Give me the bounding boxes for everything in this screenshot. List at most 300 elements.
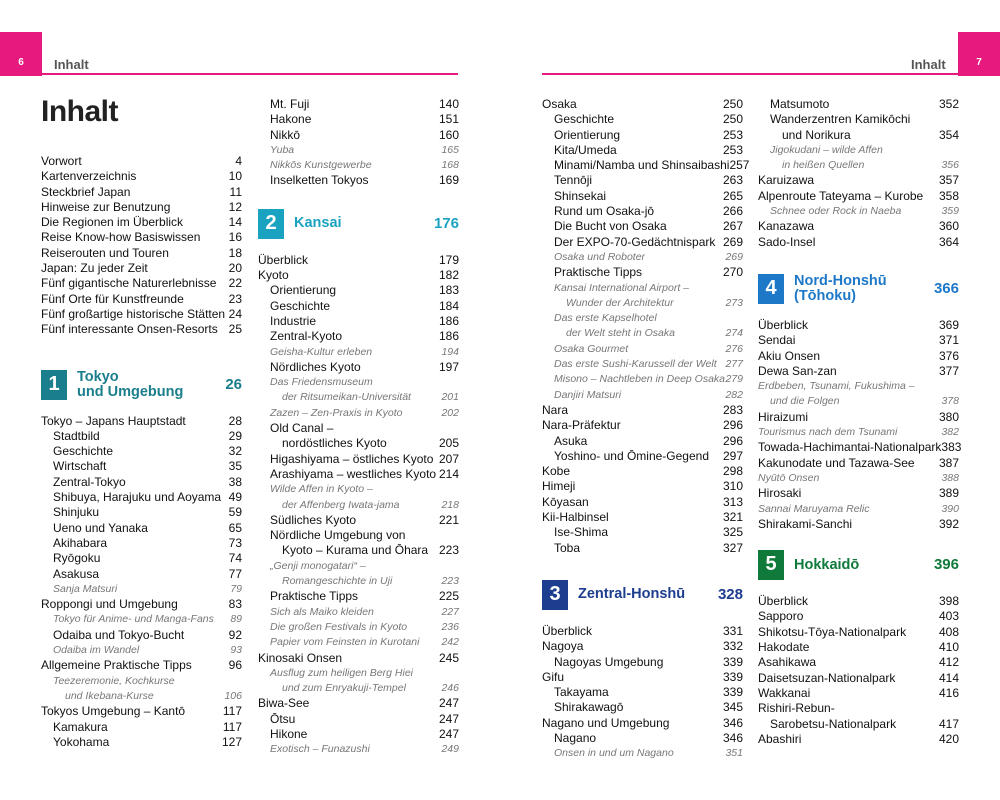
toc-entry-title: Zazen – Zen-Praxis in Kyoto: [270, 406, 403, 419]
toc-entry-title: Orientierung: [554, 127, 621, 142]
toc-entry-title: Sannai Maruyama Relic: [758, 502, 870, 515]
toc-entry-title: Überblick: [758, 317, 809, 332]
toc-entry-title: Südliches Kyoto: [270, 512, 357, 527]
toc-entry-page: 345: [722, 700, 743, 715]
toc-entry[interactable]: [258, 436, 459, 451]
toc-entry[interactable]: [258, 605, 459, 620]
toc-entry[interactable]: [758, 318, 959, 333]
toc-entry[interactable]: [41, 444, 242, 459]
toc-entry[interactable]: [542, 158, 750, 173]
toc-entry-page: 25: [228, 322, 242, 337]
toc-entry[interactable]: [258, 390, 459, 405]
toc-entry[interactable]: [542, 700, 743, 715]
toc-entry[interactable]: [258, 666, 459, 681]
toc-entry[interactable]: [41, 414, 242, 429]
toc-entry[interactable]: [542, 357, 743, 372]
toc-entry-page: 38: [228, 474, 242, 489]
toc-entry[interactable]: [758, 204, 959, 219]
toc-entry-title: Osaka und Roboter: [554, 250, 646, 263]
toc-entry-title: Romangeschichte in Uji: [282, 575, 393, 588]
toc-entry[interactable]: [41, 689, 242, 704]
toc-entry-page: 351: [725, 747, 743, 760]
toc-entry[interactable]: [258, 482, 459, 497]
toc-entry-page: 169: [438, 173, 459, 188]
toc-entry-title: Yoshino- und Ōmine-Gegend: [554, 448, 709, 463]
toc-entry-page: 359: [941, 205, 959, 218]
toc-entry-title: Old Canal –: [270, 421, 334, 436]
toc-entry[interactable]: [542, 464, 743, 479]
toc-entry[interactable]: [41, 475, 242, 490]
toc-entry-title: Das erste Kapselhotel: [554, 312, 657, 325]
chapter-2-continued-list: [542, 97, 750, 556]
toc-entry[interactable]: [258, 158, 459, 173]
toc-entry[interactable]: [258, 299, 459, 314]
toc-entry[interactable]: [258, 345, 459, 360]
toc-entry-page: 270: [722, 265, 743, 280]
toc-entry-page: 74: [228, 551, 242, 566]
toc-entry[interactable]: [758, 655, 959, 670]
toc-entry-title: Nikkō: [270, 127, 301, 142]
toc-entry-page: 250: [722, 97, 743, 111]
chapter-4-heading[interactable]: [758, 274, 959, 304]
toc-entry-page: 357: [938, 173, 959, 188]
chapter-1-heading[interactable]: [41, 370, 242, 400]
toc-entry[interactable]: [758, 364, 959, 379]
toc-entry[interactable]: [758, 349, 959, 364]
toc-entry-title: Wakkanai: [758, 685, 811, 700]
toc-entry-page: 89: [230, 613, 242, 626]
toc-entry[interactable]: [758, 701, 959, 716]
toc-entry[interactable]: [758, 173, 959, 188]
toc-entry[interactable]: [758, 143, 959, 158]
toc-entry-page: 183: [438, 283, 459, 298]
toc-entry[interactable]: [758, 128, 959, 143]
toc-entry[interactable]: [258, 574, 459, 589]
toc-entry[interactable]: [258, 651, 459, 666]
toc-entry[interactable]: [542, 204, 743, 219]
toc-entry[interactable]: [542, 685, 743, 700]
toc-entry[interactable]: [542, 342, 743, 357]
toc-entry-title: Shirakawagō: [554, 700, 624, 715]
toc-entry-page: 247: [438, 696, 459, 711]
toc-entry[interactable]: [41, 551, 242, 566]
toc-entry[interactable]: [41, 292, 242, 307]
toc-entry-page: 223: [441, 575, 459, 588]
toc-entry[interactable]: [542, 326, 743, 341]
toc-entry[interactable]: [258, 543, 459, 558]
toc-entry[interactable]: [542, 746, 743, 761]
toc-entry[interactable]: [542, 731, 743, 746]
toc-entry-title: Industrie: [270, 313, 317, 328]
toc-entry-page: 297: [722, 448, 743, 463]
toc-entry[interactable]: [542, 525, 743, 540]
toc-entry-title: Sapporo: [758, 609, 804, 624]
toc-entry[interactable]: [542, 128, 743, 143]
toc-entry-page: 283: [722, 402, 743, 417]
toc-entry-page: 356: [941, 159, 959, 172]
toc-entry[interactable]: [41, 628, 242, 643]
toc-entry[interactable]: [758, 97, 959, 112]
toc-entry[interactable]: [542, 311, 743, 326]
toc-entry[interactable]: [542, 219, 743, 234]
toc-entry[interactable]: [41, 597, 242, 612]
toc-entry[interactable]: [258, 128, 459, 143]
toc-entry[interactable]: [41, 429, 242, 444]
toc-entry-title: Jigokudani – wilde Affen: [770, 143, 883, 156]
toc-entry-title: Himeji: [542, 479, 576, 494]
toc-entry-title: Das erste Sushi-Karussell der Welt: [554, 358, 717, 371]
toc-entry-page: 263: [722, 173, 743, 188]
toc-entry[interactable]: [258, 528, 459, 543]
toc-entry-title: und zum Enryakuji-Tempel: [282, 682, 406, 695]
toc-entry-title: Steckbrief Japan: [41, 184, 131, 199]
chapter-2-heading[interactable]: [258, 209, 459, 239]
toc-entry[interactable]: [758, 456, 959, 471]
toc-entry[interactable]: [758, 235, 959, 250]
toc-entry-title: Shikotsu-Tōya-Nationalpark: [758, 624, 907, 639]
toc-entry-page: 392: [938, 516, 959, 531]
toc-entry-page: 339: [722, 685, 743, 700]
toc-entry[interactable]: [258, 268, 459, 283]
toc-entry-page: 65: [228, 520, 242, 535]
toc-entry[interactable]: [258, 452, 459, 467]
toc-entry-title: Stadtbild: [53, 428, 100, 443]
toc-entry-page: 117: [222, 719, 242, 734]
toc-entry-page: 327: [722, 540, 743, 555]
toc-entry[interactable]: [41, 154, 242, 169]
toc-entry-page: 117: [222, 704, 242, 719]
toc-entry[interactable]: [258, 498, 459, 513]
toc-entry[interactable]: [41, 521, 242, 536]
toc-entry[interactable]: [542, 97, 743, 112]
toc-entry[interactable]: [758, 671, 959, 686]
chapter-5-heading[interactable]: [758, 550, 959, 580]
toc-entry-page: 390: [941, 502, 959, 515]
toc-entry[interactable]: [41, 200, 242, 215]
toc-entry-page: 227: [441, 605, 459, 618]
toc-entry[interactable]: [41, 169, 242, 184]
toc-entry[interactable]: [41, 230, 242, 245]
toc-entry[interactable]: [758, 517, 959, 532]
toc-entry[interactable]: [542, 250, 743, 265]
toc-entry-page: 73: [228, 535, 242, 550]
toc-entry[interactable]: [542, 670, 743, 685]
toc-entry[interactable]: [758, 594, 959, 609]
toc-entry[interactable]: [41, 567, 242, 582]
toc-entry[interactable]: [258, 589, 459, 604]
toc-entry[interactable]: [258, 329, 459, 344]
toc-entry-page: 382: [941, 426, 959, 439]
toc-entry-page: 236: [441, 620, 459, 633]
toc-entry-title: „Genji monogatari“ –: [270, 559, 366, 572]
toc-entry-title: Shinjuku: [53, 505, 100, 520]
chapter-5-list: [758, 594, 959, 747]
toc-entry[interactable]: [758, 410, 959, 425]
toc-entry-title: Biwa-See: [258, 696, 310, 711]
toc-entry-title: Minami/Namba und Shinsaibashi: [554, 158, 730, 173]
toc-entry[interactable]: [258, 727, 459, 742]
toc-entry[interactable]: [41, 658, 242, 673]
toc-entry-page: 225: [438, 589, 459, 604]
toc-entry[interactable]: [41, 735, 242, 750]
toc-entry-page: 266: [722, 204, 743, 219]
toc-entry[interactable]: [258, 143, 459, 158]
toc-entry-page: 383: [941, 440, 962, 455]
toc-entry-title: Abashiri: [758, 731, 802, 746]
toc-entry-page: 205: [438, 436, 459, 451]
toc-entry[interactable]: [41, 612, 242, 627]
toc-entry-title: Towada-Hachimantai-Nationalpark: [758, 440, 942, 455]
toc-entry[interactable]: [258, 681, 459, 696]
toc-entry[interactable]: [41, 582, 242, 597]
toc-entry-page: 269: [722, 234, 743, 249]
chapter-number-box: 1: [41, 370, 67, 400]
toc-entry-title: Kii-Halbinsel: [542, 510, 609, 525]
toc-entry-title: Geschichte: [554, 112, 615, 127]
toc-entry[interactable]: [758, 640, 959, 655]
toc-entry-title: Japan: Zu jeder Zeit: [41, 261, 148, 276]
toc-entry[interactable]: [258, 97, 459, 112]
toc-entry-page: 358: [938, 188, 959, 203]
toc-entry[interactable]: [258, 559, 459, 574]
toc-entry[interactable]: [258, 360, 459, 375]
chapter-number-box: 3: [542, 580, 568, 610]
toc-entry[interactable]: [258, 696, 459, 711]
toc-column-2: [258, 97, 459, 758]
toc-entry[interactable]: [542, 541, 743, 556]
toc-entry-title: Nagano und Umgebung: [542, 715, 670, 730]
chapter-3-list: [542, 624, 743, 762]
toc-entry-page: 223: [438, 543, 459, 558]
toc-entry[interactable]: [258, 283, 459, 298]
toc-entry[interactable]: [542, 235, 743, 250]
toc-entry[interactable]: [41, 674, 242, 689]
toc-entry-title: Überblick: [258, 252, 309, 267]
toc-entry-page: 269: [725, 250, 743, 263]
toc-entry-title: Geschichte: [53, 444, 114, 459]
chapter-1-continued-list: [258, 97, 459, 189]
chapter-title: Zentral-Honshū: [578, 586, 686, 603]
toc-entry[interactable]: [258, 635, 459, 650]
chapter-title: Hokkaidō: [794, 556, 860, 573]
toc-entry[interactable]: [542, 479, 743, 494]
toc-entry-title: Kartenverzeichnis: [41, 169, 137, 184]
toc-entry-title: Zentral-Kyoto: [270, 329, 343, 344]
running-header-left: Inhalt: [54, 57, 89, 72]
toc-entry[interactable]: [542, 388, 743, 403]
toc-entry[interactable]: [758, 502, 959, 517]
toc-entry[interactable]: [258, 406, 459, 421]
chapter-number-box: 5: [758, 550, 784, 580]
toc-entry[interactable]: [258, 375, 459, 390]
toc-entry-page: 332: [722, 639, 743, 654]
toc-entry-title: Takayama: [554, 685, 609, 700]
toc-entry-title: Daisetsuzan-Nationalpark: [758, 670, 896, 685]
toc-entry[interactable]: [542, 639, 743, 654]
toc-entry[interactable]: [758, 394, 959, 409]
toc-entry[interactable]: [542, 495, 743, 510]
toc-entry[interactable]: [542, 655, 743, 670]
toc-entry[interactable]: [258, 421, 459, 436]
toc-entry-page: 127: [221, 734, 242, 749]
toc-entry-title: Rishiri-Rebun-: [758, 701, 835, 716]
toc-entry[interactable]: [758, 471, 959, 486]
toc-entry[interactable]: [542, 510, 743, 525]
toc-entry[interactable]: [258, 253, 459, 268]
toc-entry[interactable]: [758, 189, 959, 204]
toc-entry-page: 140: [438, 97, 459, 111]
toc-entry-page: 197: [438, 359, 459, 374]
toc-entry-page: 410: [938, 640, 959, 655]
toc-entry[interactable]: [758, 112, 959, 127]
toc-entry[interactable]: [41, 215, 242, 230]
toc-entry-title: Shibuya, Harajuku und Aoyama: [53, 490, 222, 505]
toc-entry[interactable]: [258, 467, 459, 482]
toc-entry-page: 22: [228, 276, 242, 291]
toc-entry-page: 93: [230, 644, 242, 657]
toc-entry-title: Hirosaki: [758, 486, 802, 501]
toc-entry-title: Nikkōs Kunstgewerbe: [270, 159, 372, 172]
toc-entry[interactable]: [758, 717, 959, 732]
toc-entry-title: Ausflug zum heiligen Berg Hiei: [270, 666, 413, 679]
toc-entry[interactable]: [41, 490, 242, 505]
toc-entry-page: 417: [938, 716, 959, 731]
toc-entry-title: Osaka Gourmet: [554, 342, 629, 355]
toc-entry-title: Nara: [542, 402, 569, 417]
toc-entry-page: 339: [722, 654, 743, 669]
toc-entry-page: 11: [229, 184, 242, 199]
toc-entry[interactable]: [41, 307, 242, 322]
toc-entry-page: 184: [438, 298, 459, 313]
running-header-right: Inhalt: [911, 57, 946, 72]
toc-entry-title: Kansai International Airport –: [554, 281, 690, 294]
toc-entry[interactable]: [542, 265, 743, 280]
toc-entry[interactable]: [258, 513, 459, 528]
toc-entry-title: Ueno und Yanaka: [53, 520, 148, 535]
toc-entry[interactable]: [758, 609, 959, 624]
toc-entry-title: in heißen Quellen: [782, 159, 865, 172]
toc-entry[interactable]: [758, 686, 959, 701]
toc-entry-title: Misono – Nachtleben in Deep Osaka: [554, 373, 726, 386]
toc-entry-title: Danjiri Matsuri: [554, 388, 622, 401]
toc-entry[interactable]: [758, 440, 962, 455]
toc-entry[interactable]: [542, 624, 743, 639]
toc-entry[interactable]: [41, 505, 242, 520]
toc-entry-title: Osaka: [542, 97, 577, 111]
toc-entry-title: Hakone: [270, 112, 312, 127]
toc-entry[interactable]: [41, 322, 242, 337]
toc-entry-title: Exotisch – Funazushi: [270, 743, 370, 756]
toc-entry[interactable]: [542, 716, 743, 731]
toc-entry-page: 346: [722, 715, 743, 730]
toc-column-3: [542, 97, 750, 762]
toc-entry-page: 420: [938, 731, 959, 746]
toc-entry[interactable]: [542, 112, 743, 127]
toc-entry[interactable]: [542, 281, 743, 296]
toc-entry[interactable]: [542, 372, 743, 387]
toc-entry-page: 160: [438, 127, 459, 142]
toc-entry[interactable]: [542, 296, 743, 311]
toc-entry[interactable]: [758, 333, 959, 348]
toc-entry-title: Der EXPO-70-Gedächtnispark: [554, 234, 716, 249]
toc-entry-page: 59: [228, 505, 242, 520]
toc-entry-page: 273: [725, 296, 743, 309]
toc-entry[interactable]: [542, 143, 743, 158]
toc-entry[interactable]: [542, 173, 743, 188]
toc-entry[interactable]: [542, 403, 743, 418]
toc-entry-page: 207: [438, 451, 459, 466]
toc-entry-title: Fünf Orte für Kunstfreunde: [41, 291, 184, 306]
toc-entry-title: Wunder der Architektur: [566, 296, 674, 309]
toc-entry[interactable]: [258, 112, 459, 127]
toc-entry-page: 151: [438, 112, 459, 127]
toc-entry-title: Higashiyama – östliches Kyoto: [270, 451, 434, 466]
toc-entry-page: 168: [441, 159, 459, 172]
toc-entry-page: 221: [438, 512, 459, 527]
toc-entry[interactable]: [758, 425, 959, 440]
toc-entry[interactable]: [258, 620, 459, 635]
page-number-right: 7: [958, 32, 1000, 76]
toc-entry[interactable]: [258, 712, 459, 727]
toc-entry[interactable]: [542, 418, 743, 433]
chapter-3-heading[interactable]: [542, 580, 743, 610]
toc-entry[interactable]: [41, 185, 242, 200]
toc-entry[interactable]: [41, 643, 242, 658]
toc-entry-title: Ise-Shima: [554, 525, 609, 540]
toc-entry[interactable]: [758, 158, 959, 173]
toc-entry[interactable]: [41, 276, 242, 291]
toc-entry-page: 371: [938, 333, 959, 348]
toc-entry-title: Papier vom Feinsten in Kurotani: [270, 636, 420, 649]
toc-entry[interactable]: [41, 459, 242, 474]
toc-entry[interactable]: [41, 261, 242, 276]
toc-entry-title: Nyūtō Onsen: [758, 471, 820, 484]
toc-entry[interactable]: [758, 379, 959, 394]
toc-entry-title: Ōtsu: [270, 711, 296, 726]
toc-entry[interactable]: [542, 449, 743, 464]
toc-entry[interactable]: [41, 246, 242, 261]
toc-entry-title: Nara-Präfektur: [542, 418, 621, 433]
toc-entry[interactable]: [258, 173, 459, 188]
toc-entry[interactable]: [41, 704, 242, 719]
toc-entry-title: Asahikawa: [758, 655, 817, 670]
toc-entry[interactable]: [41, 536, 242, 551]
toc-entry-title: der Ritsumeikan-Universität: [282, 391, 411, 404]
toc-entry[interactable]: [758, 486, 959, 501]
toc-entry[interactable]: [258, 314, 459, 329]
toc-entry-title: Kyoto: [258, 268, 289, 283]
toc-entry-title: Geschichte: [270, 298, 331, 313]
toc-entry[interactable]: [258, 742, 459, 757]
toc-entry-title: Inselketten Tokyos: [270, 173, 369, 188]
toc-entry-page: 296: [722, 433, 743, 448]
toc-entry-title: Überblick: [542, 623, 593, 638]
toc-entry-title: Onsen in und um Nagano: [554, 747, 674, 760]
toc-entry-title: Sado-Insel: [758, 234, 816, 249]
toc-entry-title: Yuba: [270, 143, 295, 156]
toc-entry[interactable]: [41, 720, 242, 735]
toc-entry[interactable]: [758, 219, 959, 234]
page-number-left: 6: [0, 32, 42, 76]
toc-column-4: [758, 97, 962, 747]
toc-entry[interactable]: [758, 732, 959, 747]
toc-entry-title: Shinsekai: [554, 188, 607, 203]
toc-entry[interactable]: [542, 434, 743, 449]
chapter-title: Kansai: [294, 215, 342, 232]
toc-entry[interactable]: [542, 189, 743, 204]
header-rule-left: [42, 73, 458, 75]
toc-entry[interactable]: [758, 625, 959, 640]
